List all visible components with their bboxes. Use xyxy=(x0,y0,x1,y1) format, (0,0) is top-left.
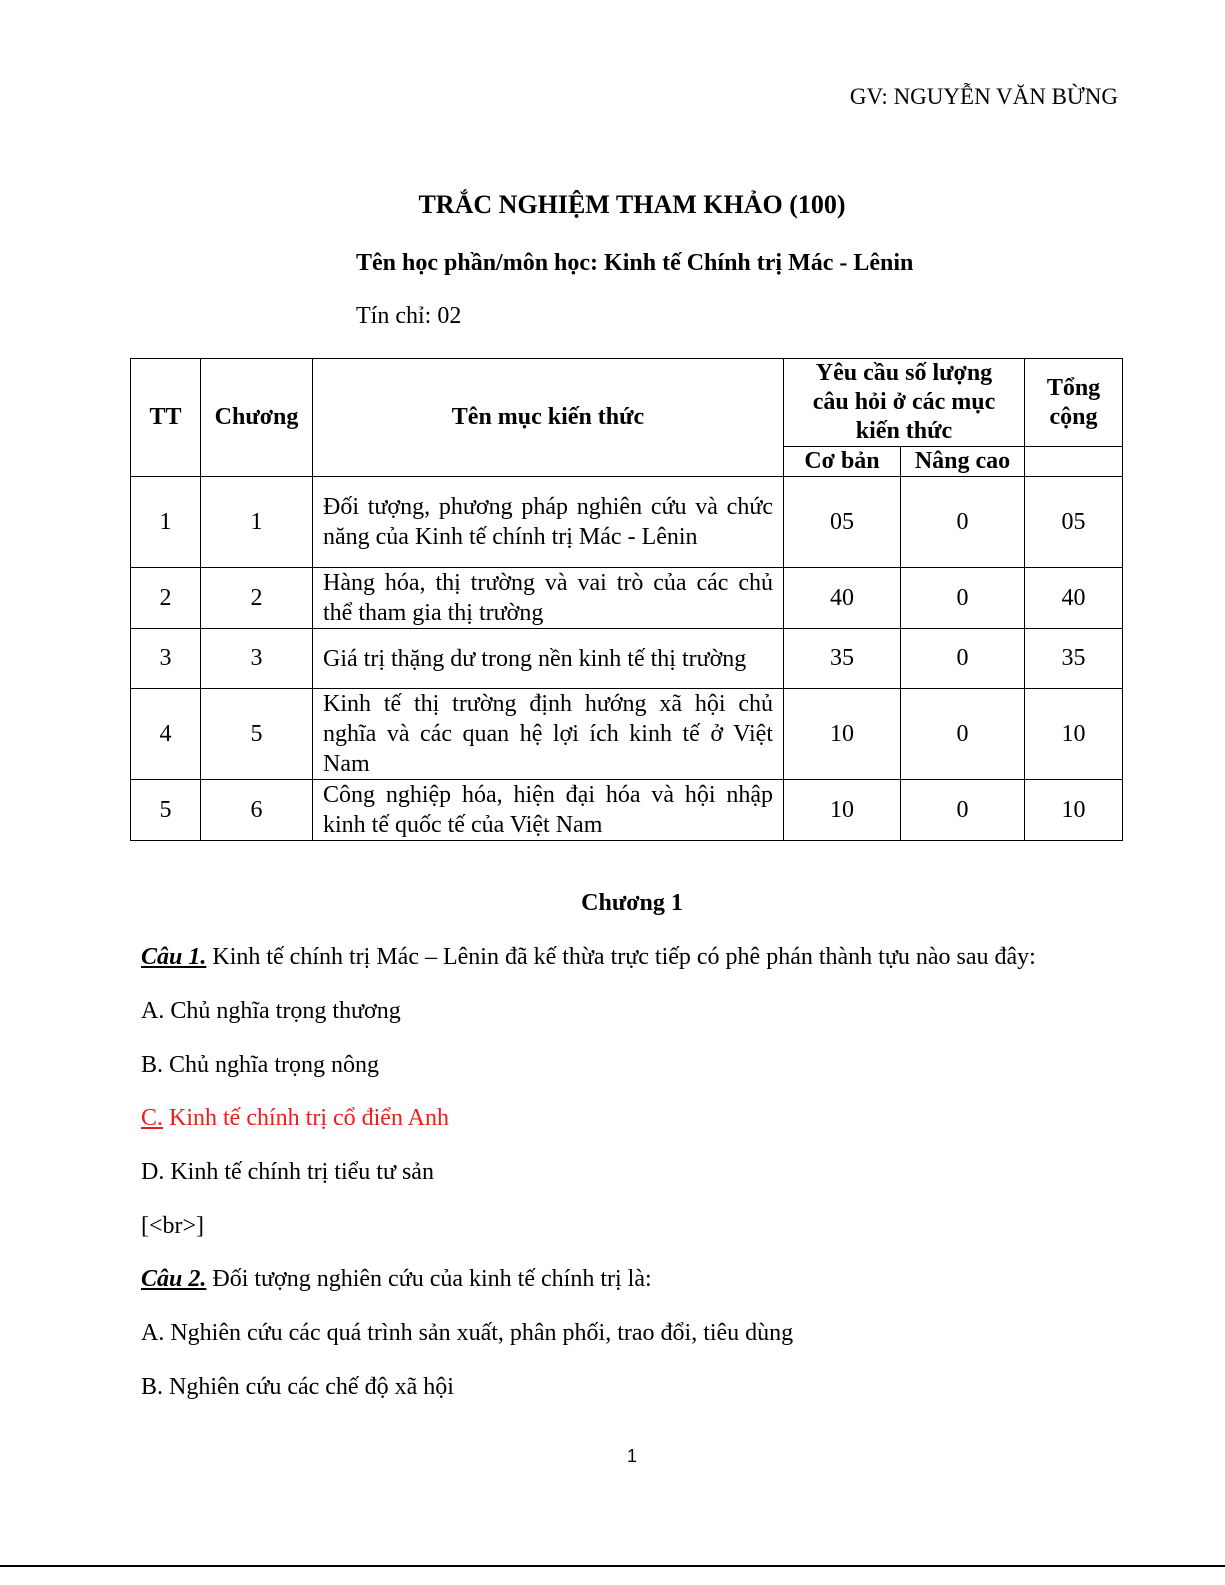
header-tong xyxy=(1025,359,1123,447)
subject-line: Tên học phần/môn học: Kinh tế Chính trị Mác - Lênin xyxy=(356,250,914,276)
cell-nang-cao: 0 xyxy=(901,780,1025,841)
cell-tong: 40 xyxy=(1025,568,1123,629)
answer-option: A. Nghiên cứu các quá trình sản xuất, phân phối, trao đổi, tiêu dùng xyxy=(141,1320,794,1346)
cell-co-ban: 05 xyxy=(784,477,901,568)
table-header-row xyxy=(131,359,1123,447)
cell-tt: 5 xyxy=(131,780,201,841)
header-yeu-cau-text: Yêu cầu số lượng câu hỏi ở các mục kiến thức xyxy=(812,360,996,444)
header-ten-muc: Tên mục kiến thức xyxy=(313,359,784,477)
table-row xyxy=(131,689,1123,780)
cell-co-ban: 40 xyxy=(784,568,901,629)
question-number: Câu 2. xyxy=(141,1266,207,1292)
cell-tong: 35 xyxy=(1025,629,1123,689)
cell-tt: 3 xyxy=(131,629,201,689)
cell-chuong: 5 xyxy=(201,689,313,780)
header-empty xyxy=(1025,447,1123,477)
header-tt: TT xyxy=(131,359,201,477)
cell-chuong: 3 xyxy=(201,629,313,689)
header-tong-text: Tổng cộng xyxy=(1046,374,1101,430)
answer-option: B. Chủ nghĩa trọng nông xyxy=(141,1052,379,1078)
header-yeu-cau xyxy=(784,359,1025,447)
table-row xyxy=(131,477,1123,568)
chapter-heading: Chương 1 xyxy=(581,890,683,916)
cell-topic: Kinh tế thị trường định hướng xã hội chủ nghĩa và các quan hệ lợi ích kinh tế ở Việt Nam xyxy=(313,689,784,780)
cell-chuong: 6 xyxy=(201,780,313,841)
answer-option: A. Chủ nghĩa trọng thương xyxy=(141,998,401,1024)
question-1 xyxy=(141,944,1036,971)
cell-tt: 1 xyxy=(131,477,201,568)
cell-topic: Hàng hóa, thị trường và vai trò của các chủ thể tham gia thị trường xyxy=(313,568,784,629)
question-2 xyxy=(141,1266,652,1293)
header-teacher: GV: NGUYỄN VĂN BỪNG xyxy=(849,84,1118,109)
table-row xyxy=(131,629,1123,689)
cell-nang-cao: 0 xyxy=(901,629,1025,689)
cell-nang-cao: 0 xyxy=(901,477,1025,568)
question-text: Đối tượng nghiên cứu của kinh tế chính trị là: xyxy=(206,1266,652,1292)
question-number: Câu 1. xyxy=(141,944,207,970)
header-co-ban: Cơ bản xyxy=(784,447,901,477)
answer-option-correct xyxy=(141,1105,449,1132)
credits-line: Tín chỉ: 02 xyxy=(356,303,462,329)
header-chuong: Chương xyxy=(201,359,313,477)
page-number: 1 xyxy=(626,1446,637,1466)
cell-topic: Giá trị thặng dư trong nền kinh tế thị trường xyxy=(313,629,784,689)
cell-tong: 05 xyxy=(1025,477,1123,568)
cell-co-ban: 35 xyxy=(784,629,901,689)
document-title: TRẮC NGHIỆM THAM KHẢO (100) xyxy=(418,190,846,219)
table-row xyxy=(131,568,1123,629)
cell-co-ban: 10 xyxy=(784,689,901,780)
cell-tt: 2 xyxy=(131,568,201,629)
cell-tt: 4 xyxy=(131,689,201,780)
cell-nang-cao: 0 xyxy=(901,568,1025,629)
answer-option: D. Kinh tế chính trị tiểu tư sản xyxy=(141,1159,434,1185)
table-row xyxy=(131,780,1123,841)
knowledge-table xyxy=(130,358,1123,841)
cell-topic: Công nghiệp hóa, hiện đại hóa và hội nhập kinh tế quốc tế của Việt Nam xyxy=(313,780,784,841)
cell-chuong: 1 xyxy=(201,477,313,568)
cell-topic: Đối tượng, phương pháp nghiên cứu và chức năng của Kinh tế chính trị Mác - Lênin xyxy=(313,477,784,568)
answer-option: B. Nghiên cứu các chế độ xã hội xyxy=(141,1374,454,1400)
cell-tong: 10 xyxy=(1025,689,1123,780)
cell-tong: 10 xyxy=(1025,780,1123,841)
header-nang-cao: Nâng cao xyxy=(901,447,1025,477)
bottom-rule xyxy=(0,1565,1225,1567)
cell-chuong: 2 xyxy=(201,568,313,629)
answer-letter: C. xyxy=(141,1105,164,1131)
cell-co-ban: 10 xyxy=(784,780,901,841)
question-text: Kinh tế chính trị Mác – Lênin đã kế thừa trực tiếp có phê phán thành tựu nào sau đây: xyxy=(206,944,1036,970)
answer-text: Kinh tế chính trị cổ điển Anh xyxy=(163,1105,449,1131)
cell-nang-cao: 0 xyxy=(901,689,1025,780)
separator-marker: [<br>] xyxy=(141,1213,205,1239)
